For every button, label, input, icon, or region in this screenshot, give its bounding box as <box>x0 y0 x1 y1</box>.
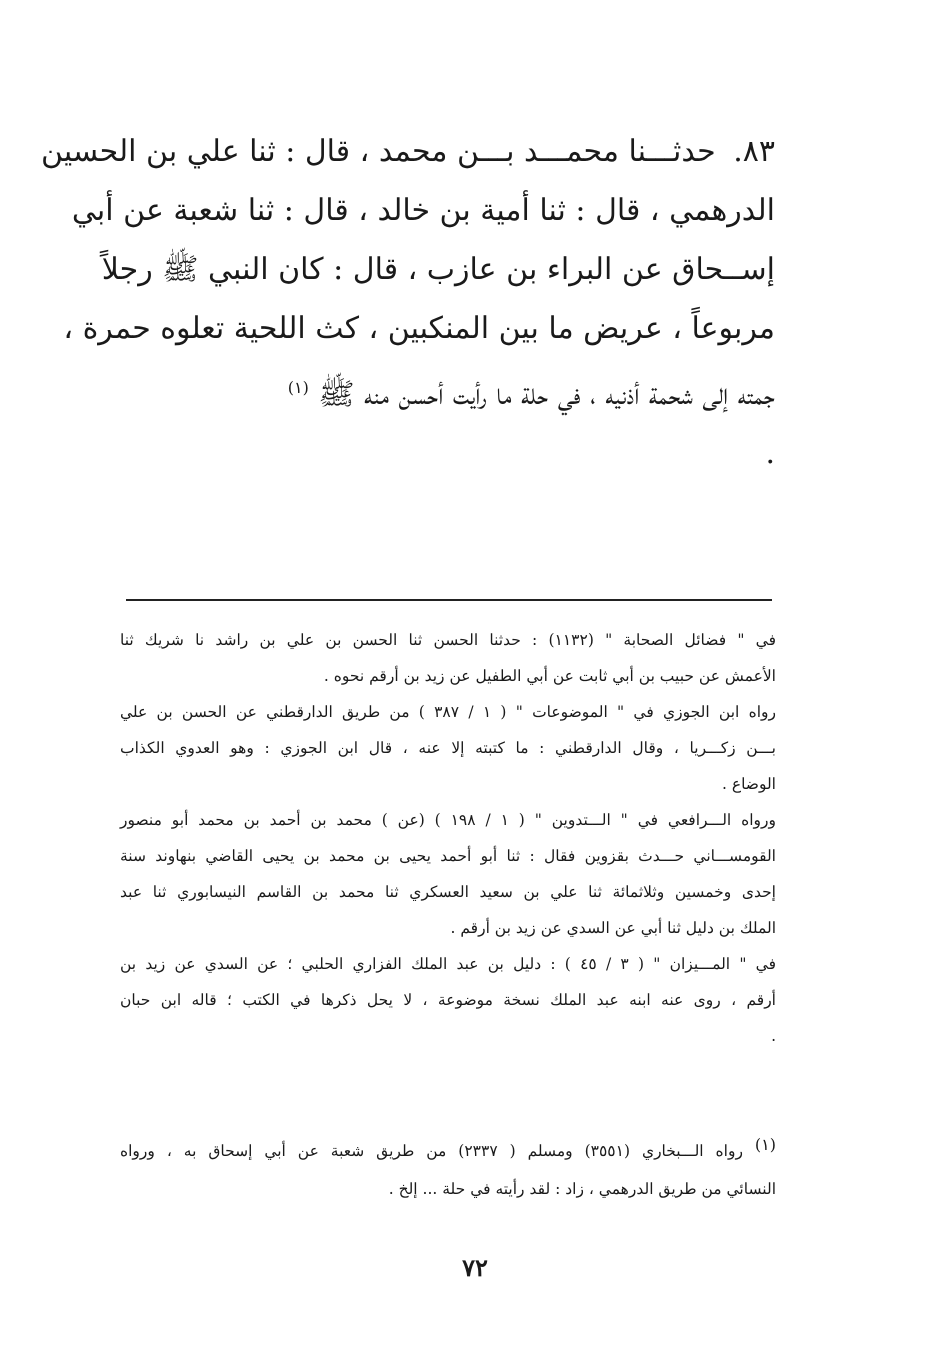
note-line: ورواه الـــرافعي في " الـــتدوين " ( ١ / ١٩٨ ) (عن ) محمد بن أحمد بن محمد أبو منصور <box>120 811 776 829</box>
hadith-line-5: جمته إلى شحمة أذنيه ، في حلة ما رأيت أحسن منه ﷺ $^{(١)}$ <box>287 377 775 412</box>
note-line: بـــن زكـــريا ، وقال الدارقطني : ما كتبته إلا عنه ، قال ابن الجوزي : وهو العدوي الكذاب <box>120 739 776 757</box>
hadith-text <box>41 122 775 483</box>
commentary-notes <box>120 622 776 1054</box>
note-line: رواه ابن الجوزي في " الموضوعات " ( ١ / ٣٨٧ ) من طريق الدارقطني عن الحسن بن علي <box>120 703 776 721</box>
footnote-line-2: النسائي من طريق الدرهمي ، زاد : لقد رأيته في حلة ... إلخ . <box>388 1180 776 1199</box>
footnote-divider <box>126 599 772 601</box>
note-line: الملك بن دليل ثنا أبي عن السدي عن زيد بن أرقم . <box>450 919 776 937</box>
hadith-line-2: الدرهمي ، قال : ثنا أمية بن خالد ، قال : ثنا شعبة عن أبي <box>71 193 775 228</box>
note-line: في " فضائل الصحابة " (١١٣٢) : حدثنا الحسن ثنا الحسن بن علي بن راشد نا شريك ثنا <box>120 631 777 649</box>
footnote-marker: (١) <box>754 1135 777 1154</box>
note-line: . <box>771 1027 776 1045</box>
hadith-line-3: إســحاق عن البراء بن عازب ، قال : كان النبي ﷺ رجلاً <box>101 252 775 287</box>
note-line: القومســـاني حـــدث بقزوين فقال : ثنا أبو أحمد يحيى بن محمد بن يحيى القاضي بنهاوند سنة <box>120 847 776 865</box>
note-line: أرقم ، روى عنه ابنه عبد الملك نسخة موضوعة ، لا يحل ذكرها في الكتب ؛ قاله ابن حبان <box>120 991 776 1009</box>
hadith-line-4: مربوعاً ، عريض ما بين المنكبين ، كث اللحية تعلوه حمرة ، <box>63 311 775 346</box>
hadith-number: ٨٣. <box>733 134 775 169</box>
footnote-reference: (١) <box>287 378 309 397</box>
footnote-section <box>120 1126 776 1208</box>
note-line: في " المـــيزان " ( ٣ / ٤٥ ) : دليل بن عبد الملك الفزاري الحلبي ؛ عن السدي عن زيد بن <box>120 955 777 973</box>
note-line: إحدى وخمسين وثلاثمائة ثنا علي بن سعيد العسكري ثنا محمد بن القاسم النيسابوري ثنا عبد <box>120 883 776 901</box>
hadith-line-6: . <box>765 436 775 471</box>
footnote-line-1: $^{(١)}$ رواه الـــبخاري (٣٥٥١) ومسلم ( ٢٣٣٧) من طريق شعبة عن أبي إسحاق به ، ورواه <box>120 1135 777 1161</box>
page-number: ٧٢ <box>462 1253 488 1282</box>
note-line: الوضاع . <box>721 775 776 793</box>
note-line: الأعمش عن حبيب بن أبي ثابت عن أبي الطفيل عن زيد بن أرقم نحوه . <box>323 667 776 685</box>
hadith-line-1: ٨٣. حدثـــنا محمـــد بـــن محمد ، قال : ثنا علي بن الحسين <box>41 134 775 169</box>
